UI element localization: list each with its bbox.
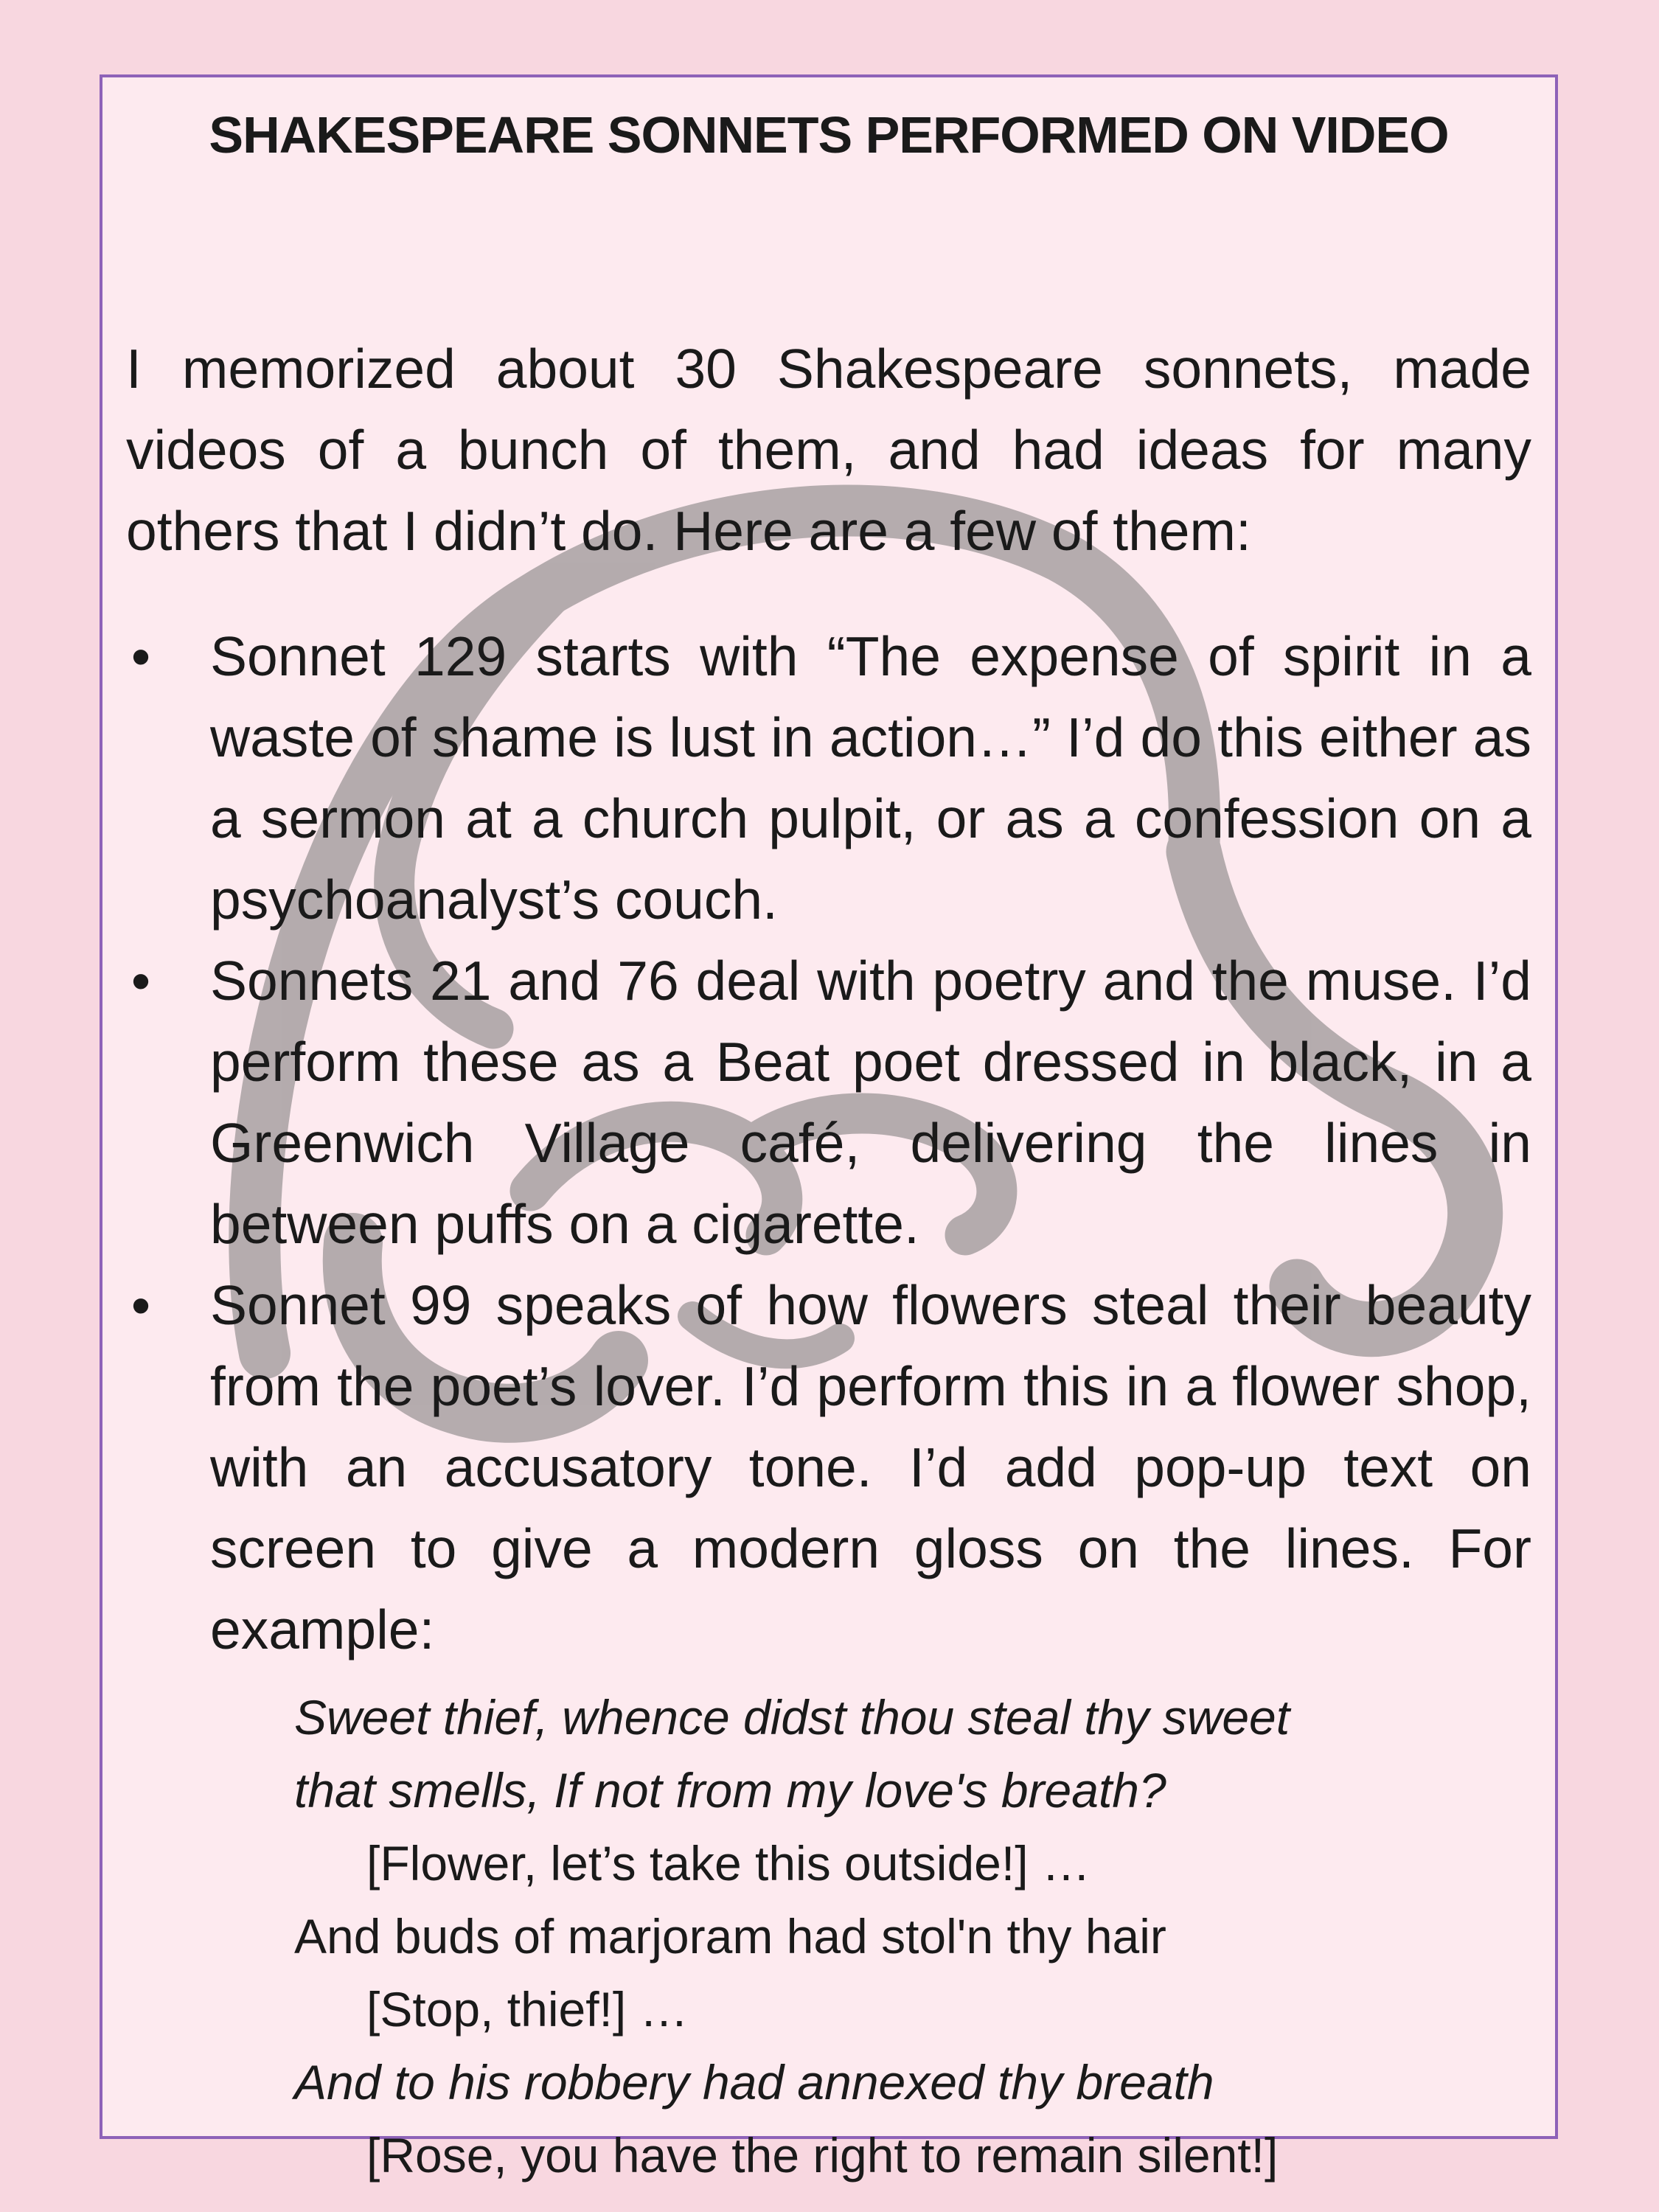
page-title: SHAKESPEARE SONNETS PERFORMED ON VIDEO bbox=[209, 106, 1449, 164]
list-item bbox=[126, 1265, 1531, 1670]
list-item bbox=[126, 940, 1531, 1265]
bullet-icon: • bbox=[131, 1274, 151, 1336]
sonnet-line: And to his robbery had annexed thy breath bbox=[294, 2055, 1214, 2110]
bullet-icon: • bbox=[131, 625, 151, 687]
bullet-icon: • bbox=[131, 950, 151, 1012]
list-item bbox=[126, 616, 1531, 940]
list-item-text: Sonnets 21 and 76 deal with poetry and the muse. I’d perform these as a Beat poet dressed in black, in a Greenwich Village café, delivering the lines in between puffs on a cigarette. bbox=[210, 950, 1531, 1255]
sonnet-line: And buds of marjoram had stol'n thy hair bbox=[294, 1909, 1166, 1964]
gloss-line: [Flower, let’s take this outside!] … bbox=[366, 1836, 1091, 1891]
intro-paragraph: I memorized about 30 Shakespeare sonnets, made videos of a bunch of them, and had ideas for many others that I didn’t do. Here are a few of them: bbox=[126, 338, 1531, 562]
list-item-text: Sonnet 129 starts with “The expense of spirit in a waste of shame is lust in action…” I’d do this either as a sermon at a church pulpit, or as a confession on a psychoanalyst’s couch. bbox=[210, 625, 1531, 931]
sonnets-card bbox=[100, 74, 1558, 2183]
list-item-text: Sonnet 99 speaks of how flowers steal their beauty from the poet’s lover. I’d perform this in a flower shop, with an accusatory tone. I’d add pop-up text on screen to give a modern gloss on the lines. For example: bbox=[210, 1274, 1531, 1660]
card-content bbox=[126, 77, 1531, 2183]
gloss-line: [Stop, thief!] … bbox=[366, 1982, 689, 2037]
sonnet-line: Sweet thief, whence didst thou steal thy sweet bbox=[294, 1690, 1290, 1745]
sonnet-99-example bbox=[294, 1681, 1531, 2192]
sonnet-ideas-list bbox=[126, 616, 1531, 1670]
gloss-line: [Rose, you have the right to remain silent!] bbox=[366, 2128, 1279, 2183]
sonnet-line: that smells, If not from my love's breath? bbox=[294, 1763, 1166, 1818]
